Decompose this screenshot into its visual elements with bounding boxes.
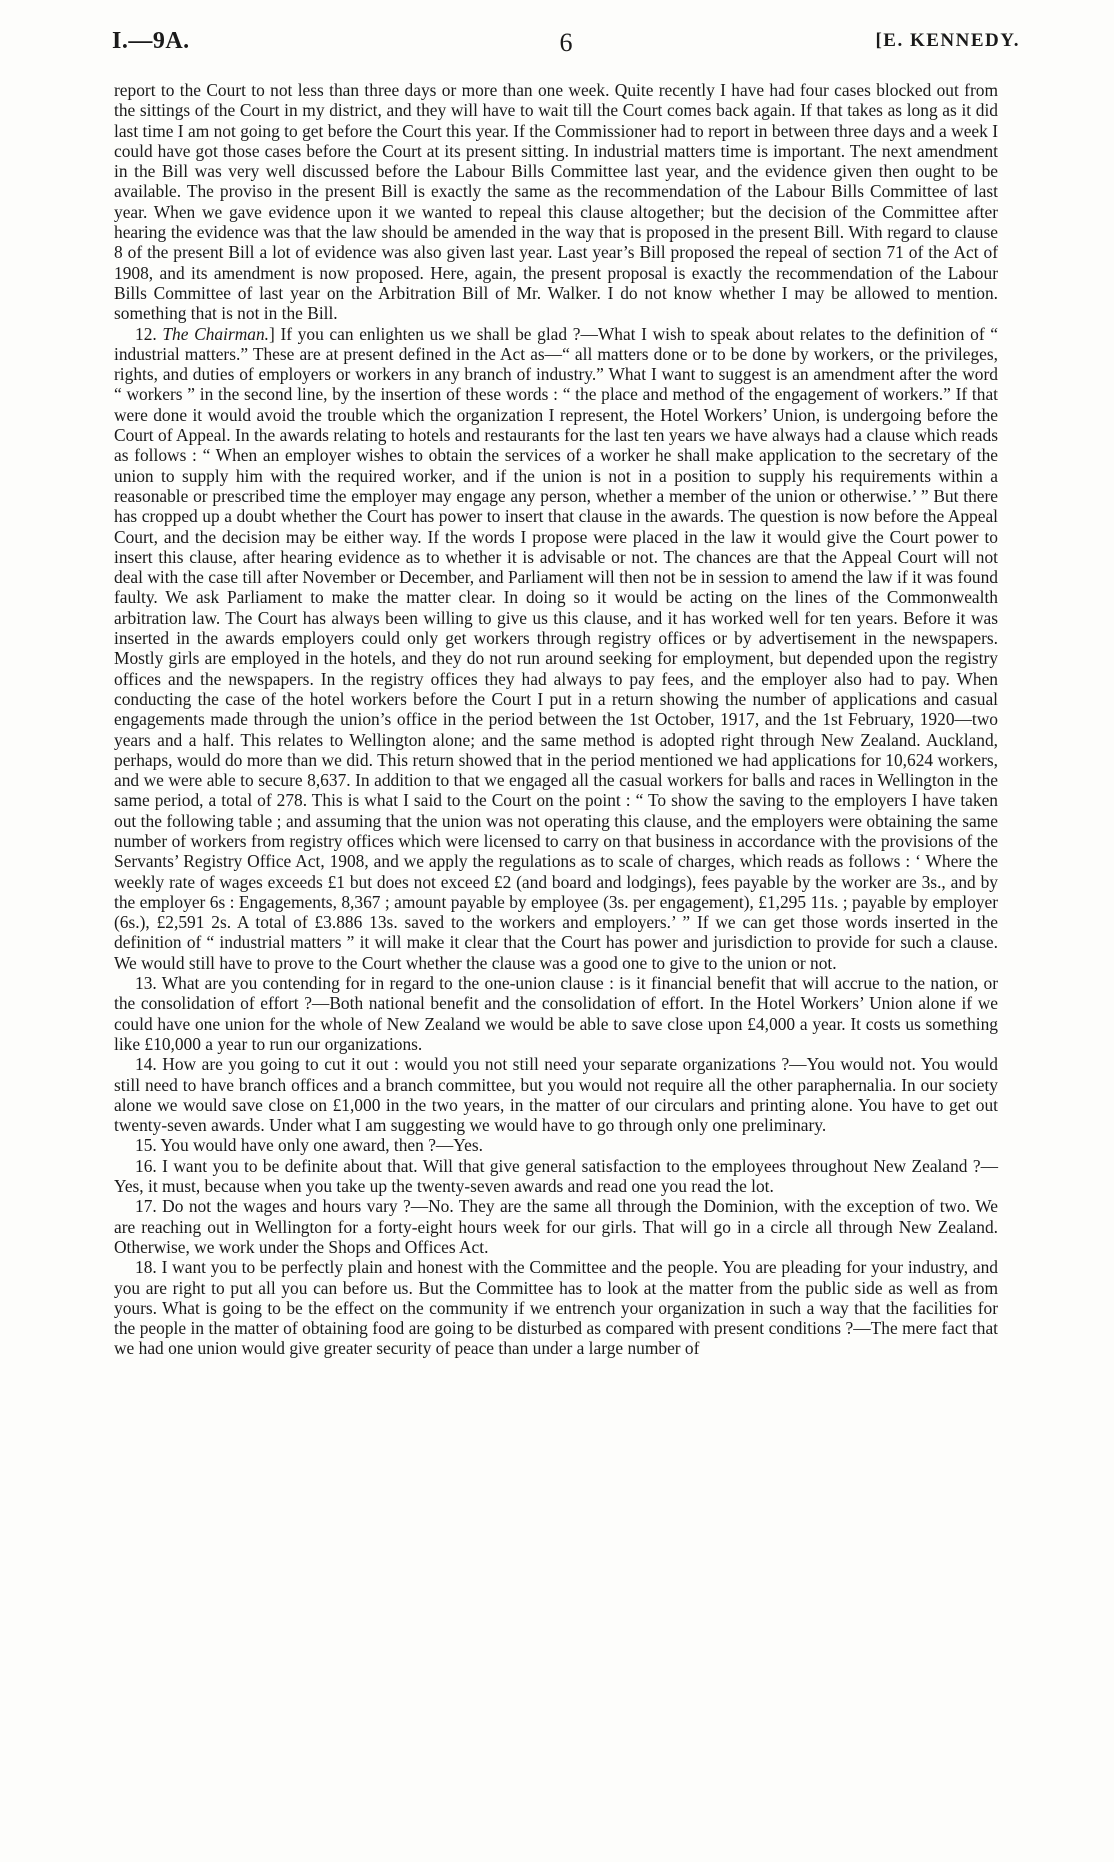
witness-name: [E. KENNEDY. xyxy=(875,30,1020,51)
paragraph-text: How are you going to cut it out : would you not still need your separate organizations ?—You would not. You would still need to have branch offices and a branch committee, but you would not require all the other paraphernalia. In our society alone we would save close on £1,000 in the two years, in the matter of our circulars and printing alone. You have to get out twenty-seven awards. Under what I am suggesting we would have to go through only one preliminary. xyxy=(114,1054,998,1136)
question-number: 18. xyxy=(135,1257,162,1278)
question-number: 14. xyxy=(135,1054,163,1075)
question-15 xyxy=(114,1135,998,1155)
question-number: 15. xyxy=(135,1135,161,1156)
paragraph-text: report to the Court to not less than three days or more than one week. Quite recently I have had four cases blocked out from the sittings of the Court in my district, and they will have to wait till the Court comes back again. If that takes as long as it did last time I am not going to get before the Court this year. If the Commissioner had to report in between three days and a week I could have got those cases before the Court at its present sitting. In industrial matters time is important. The next amendment in the Bill was very well discussed before the Labour Bills Committee last year, and the evidence given then ought to be available. The proviso in the present Bill is exactly the same as the recommendation of the Labour Bills Committee of last year. When we gave evidence upon it we wanted to repeal this clause altogether; but the decision of the Committee after hearing the evidence was that the law should be amended in the way that is proposed in the present Bill. With regard to clause 8 of the present Bill a lot of evidence was also given last year. Last year’s Bill proposed the repeal of section 71 of the Act of 1908, and its amendment is now proposed. Here, again, the present proposal is exactly the recommendation of the Labour Bills Committee of last year on the Arbitration Bill of Mr. Walker. I do not know whether I may be allowed to mention. something that is not in the Bill. xyxy=(114,80,998,324)
question-17 xyxy=(114,1196,998,1257)
paragraph-text: I want you to be definite about that. Will that give general satisfaction to the employees throughout New Zealand ?—Yes, it must, because when you take up the twenty-seven awards and read one you read the lot. xyxy=(114,1155,999,1197)
question-number: 13. xyxy=(135,973,162,994)
question-14 xyxy=(114,1054,998,1135)
question-13 xyxy=(114,973,998,1054)
document-reference: I.—9A. xyxy=(112,28,190,54)
question-12 xyxy=(114,324,998,974)
question-number: 16. xyxy=(135,1155,163,1176)
speaker-name: The Chairman. xyxy=(162,323,270,344)
paragraph-intro xyxy=(114,80,998,324)
document-body xyxy=(114,80,998,1359)
question-18 xyxy=(114,1257,998,1358)
paragraph-text: I want you to be perfectly plain and honest with the Committee and the people. You are pleading for your industry, and you are right to put all you can before us. But the Committee has to look at the matter from the public side as well as from yours. What is going to be the effect on the community if we entrench your organization in such a way that the facilities for the people in the matter of obtaining food are going to be disturbed as compared with present conditions ?—The mere fact that we had one union would give greater security of peace than under a large number of xyxy=(114,1257,998,1359)
question-16 xyxy=(114,1156,998,1197)
paragraph-text: ] If you can enlighten us we shall be glad ?—What I wish to speak about relates to the definition of “ industrial matters.” These are at present defined in the Act as—“ all matters done or to be done by workers, or the privileges, rights, and duties of employers or workers in any branch of industry.” What I want to suggest is an amendment after the word “ workers ” in the second line, by the insertion of these words : “ the place and method of the engagement of workers.” If that were done it would avoid the trouble which the organization I represent, the Hotel Workers’ Union, is undergoing before the Court of Appeal. In the awards relating to hotels and restaurants for the last ten years we have always had a clause which reads as follows : “ When an employer wishes to obtain the services of a worker he shall make application to the secretary of the union to supply him with the required worker, and if the union is not in a position to supply his requirements within a reasonable or prescribed time the employer may engage any person, whether a member of the union or otherwise.’ ” But there has cropped up a doubt whether the Court has power to insert that clause in the awards. The question is now before the Appeal Court, and the decision may be either way. If the words I propose were placed in the law it would give the Court power to insert this clause, after hearing evidence as to whether it is advisable or not. The chances are that the Appeal Court will not deal with the case till after November or December, and Parliament will then not be in session to amend the law if it was found faulty. We ask Parliament to make the matter clear. In doing so it would be acting on the lines of the Commonwealth arbitration law. The Court has always been willing to give us this clause, and it has worked well for ten years. Before it was inserted in the awards employers could only get workers through registry offices or by advertisement in the newspapers. Mostly girls are employed in the hotels, and they do not run around seeking for employment, but depended upon the registry offices and the newspapers. In the registry offices they had always to pay fees, and the employer also had to pay. When conducting the case of the hotel workers before the Court I put in a return showing the number of applications and casual engagements made through the union’s office in the period between the 1st October, 1917, and the 1st February, 1920—two years and a half. This relates to Wellington alone; and the same method is adopted right through New Zealand. Auckland, perhaps, would do more than we did. This return showed that in the period mentioned we had applications for 10,624 workers, and we were able to secure 8,637. In addition to that we engaged all the casual workers for balls and races in Wellington in the same period, a total of 278. This is what I said to the Court on the point : “ To show the saving to the employers I have taken out the following table ; and assuming that the union was not operating this clause, and the employers were obtaining the same number of workers from registry offices which were licensed to carry on that business in accordance with the provisions of the Servants’ Registry Office Act, 1908, and we apply the regulations as to scale of charges, which reads as follows : ‘ Where the weekly rate of wages exceeds £1 but does not exceed £2 (and board and lodgings), fees payable by the worker are 3s., and by the employer 6s : Engagements, 8,367 ; amount payable by employee (3s. per engagement), £1,295 11s. ; payable by employer (6s.), £2,591 2s. A total of £3.886 13s. saved to the workers and employers.’ ” If we can get those words inserted in the definition of “ industrial matters ” it will make it clear that the Court has power and jurisdiction to provide for such a clause. We would still have to prove to the Court whether the clause was a good one to give to the union or not. xyxy=(114,323,998,973)
question-number: 12. xyxy=(135,323,163,344)
question-number: 17. xyxy=(135,1196,163,1217)
paragraph-text: What are you contending for in regard to the one-union clause : is it financial benefit that will accrue to the nation, or the consolidation of effort ?—Both national benefit and the consolidation of effort. In the Hotel Workers’ Union alone if we could have one union for the whole of New Zealand we would be able to save close upon £4,000 a year. It costs us something like £10,000 a year to run our organizations. xyxy=(114,973,998,1054)
page-header xyxy=(112,28,1020,62)
paragraph-text: Do not the wages and hours vary ?—No. They are the same all through the Dominion, with the exception of two. We are reaching out in Wellington for a forty-eight hours week for our girls. That will go in a circle all through New Zealand. Otherwise, we work under the Shops and Offices Act. xyxy=(114,1196,998,1257)
paragraph-text: You would have only one award, then ?—Yes. xyxy=(160,1135,483,1156)
page-number: 6 xyxy=(559,28,573,57)
